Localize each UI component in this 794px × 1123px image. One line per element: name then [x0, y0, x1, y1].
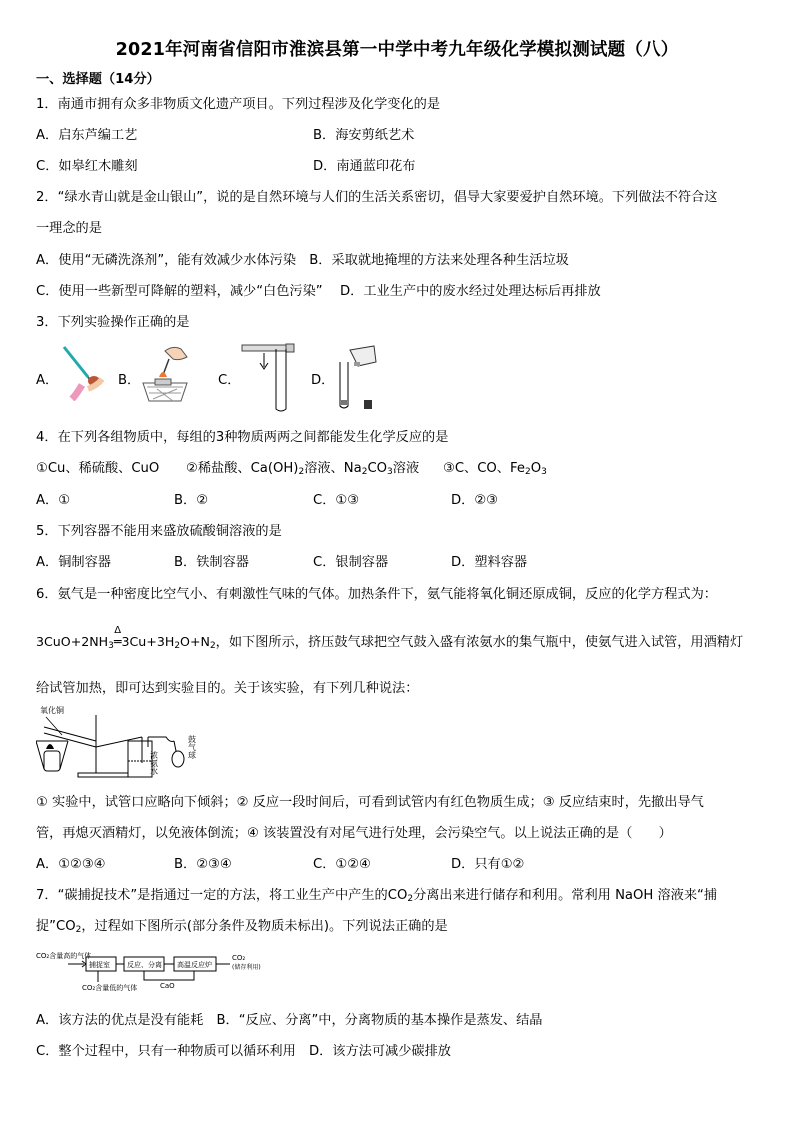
q3-figure-d-reagent — [330, 344, 380, 412]
q3-option-c: C． — [218, 373, 241, 388]
svg-text:CO₂含量高的气体: CO₂含量高的气体 — [36, 952, 92, 960]
q7-options-cd: C．整个过程中，只有一种物质可以循环利用 D．该方法可减少碳排放 — [36, 1044, 451, 1059]
q5-option-c: C．银制容器 — [313, 555, 389, 570]
q6-statements-line1: ① 实验中，试管口应略向下倾斜；② 反应一段时间后，可看到试管内有红色物质生成；③ 反应结束时，先撤出导气 — [36, 795, 704, 810]
q7-options-ab: A．该方法的优点是没有能耗 B．“反应、分离”中，分离物质的基本操作是蒸发、结晶 — [36, 1013, 543, 1028]
heat-arrow: Δ ═ — [113, 625, 122, 649]
q4-option-b: B．② — [174, 493, 209, 508]
q3-option-b: B． — [118, 373, 141, 388]
q5-option-d: D．塑料容器 — [451, 555, 528, 570]
q6-statements-line2: 管，再熄灭酒精灯，以免液体倒流；④ 该装置没有对尾气进行处理，会污染空气。以上说法正确的是（ ） — [36, 826, 672, 841]
q1-option-d: D．南通蓝印花布 — [313, 159, 416, 174]
q3-option-d: D． — [311, 373, 335, 388]
svg-text:CO₂含量低的气体: CO₂含量低的气体 — [82, 984, 138, 992]
q6-apparatus-figure — [36, 703, 206, 783]
svg-text:氧化铜: 氧化铜 — [40, 706, 64, 715]
svg-text:(储存利用): (储存利用) — [232, 964, 261, 971]
svg-text:CaO: CaO — [160, 982, 175, 990]
q1-option-a: A．启东芦编工艺 — [36, 128, 138, 143]
question-2-stem-line1: 2．“绿水青山就是金山银山”，说的是自然环境与人们的生活关系密切，倡导大家要爱护自然环境。下列做法不符合这 — [36, 190, 718, 205]
q3-option-a: A． — [36, 373, 59, 388]
q3-figure-c-tube — [238, 343, 296, 413]
question-6-stem: 6．氨气是一种密度比空气小、有刺激性气味的气体。加热条件下，氨气能将氧化铜还原成铜，反应的化学方程式为： — [36, 587, 717, 602]
question-4-stem: 4．在下列各组物质中，每组的3种物质两两之间都能发生化学反应的是 — [36, 430, 449, 445]
q5-option-a: A．铜制容器 — [36, 555, 111, 570]
section-heading: 一、选择题（14分） — [36, 72, 160, 87]
question-2-stem-line2: 一理念的是 — [36, 221, 102, 236]
svg-text:捕捉室: 捕捉室 — [89, 961, 110, 969]
q4-option-c: C．①③ — [313, 493, 360, 508]
q5-option-b: B．铁制容器 — [174, 555, 249, 570]
question-3-stem: 3．下列实验操作正确的是 — [36, 315, 190, 330]
q6-equation: $3CuO+2NH_3$ Δ $═3Cu+3H_2O+N_2$，如下图所示，挤压鼓气球把空气鼓入盛有浓氨水的集气瓶中，使氨气进入试管，用酒精灯 — [36, 625, 744, 651]
q2-options-ab: A．使用“无磷洗涤剂”，能有效减少水体污染 B．采取就地掩埋的方法来处理各种生活垃圾 — [36, 253, 569, 268]
q4-group-2: ②稀盐酸、$Ca(OH)_2$溶液、$Na_2CO_3$溶液 — [186, 461, 420, 477]
question-6-stem-line3: 给试管加热，即可达到实验目的。关于该实验，有下列几种说法： — [36, 681, 419, 696]
svg-text:反应、分离: 反应、分离 — [127, 961, 162, 969]
question-1-stem: 1．南通市拥有众多非物质文化遗产项目。下列过程涉及化学变化的是 — [36, 97, 441, 112]
q6-option-b: B．②③④ — [174, 857, 232, 872]
q4-option-d: D．②③ — [451, 493, 498, 508]
q3-figure-b-lamp — [135, 343, 197, 405]
q3-figure-a-dropper — [58, 345, 106, 401]
question-7-stem-line2: 捉$”CO_2$，过程如下图所示(部分条件及物质未标出)。下列说法正确的是 — [36, 919, 448, 935]
svg-text:高温反应炉: 高温反应炉 — [177, 961, 212, 969]
q4-group-1: ①Cu、稀硫酸、CuO — [36, 461, 160, 476]
q7-flow-diagram — [36, 950, 296, 1002]
q1-option-c: C．如皋红木雕刻 — [36, 159, 138, 174]
svg-text:CO₂: CO₂ — [232, 954, 246, 962]
question-5-stem: 5．下列容器不能用来盛放硫酸铜溶液的是 — [36, 524, 282, 539]
q2-options-cd: C．使用一些新型可降解的塑料，减少“白色污染” D．工业生产中的废水经过处理达标后再排放 — [36, 284, 601, 299]
q6-option-d: D．只有①② — [451, 857, 525, 872]
q6-option-c: C．①②④ — [313, 857, 371, 872]
q6-option-a: A．①②③④ — [36, 857, 106, 872]
q1-option-b: B．海安剪纸艺术 — [313, 128, 415, 143]
svg-text:鼓气球: 鼓气球 — [187, 735, 197, 759]
q4-group-3: ③C、CO、$Fe_2O_3$ — [443, 461, 547, 477]
question-7-stem-line1: 7．“碳捕捉技术”是指通过一定的方法，将工业生产中产生的$CO_2$分离出来进行储存和利用。常利用 NaOH 溶液来“捕 — [36, 888, 718, 904]
svg-text:浓氨水: 浓氨水 — [149, 751, 159, 775]
q4-option-a: A．① — [36, 493, 71, 508]
page-title: 2021年河南省信阳市淮滨县第一中学中考九年级化学模拟测试题（八） — [115, 40, 679, 60]
